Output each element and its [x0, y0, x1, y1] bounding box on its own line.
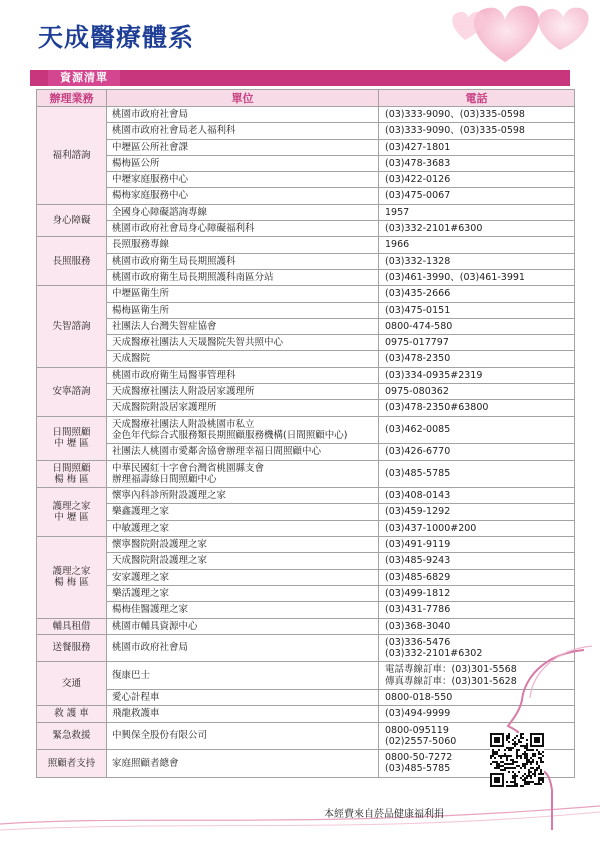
unit-cell: 天成醫院附設護理之家: [107, 553, 379, 569]
unit-cell: 桃園市政府社會局: [107, 634, 379, 662]
phone-cell: (03)426-6770: [379, 444, 575, 460]
phone-cell: (03)437-1000#200: [379, 520, 575, 536]
table-row: [37, 253, 575, 269]
unit-cell: 懷寧內科診所附設護理之家: [107, 488, 379, 504]
table-row: [37, 537, 575, 553]
table-row: [37, 318, 575, 334]
table-row: [37, 204, 575, 220]
phone-cell: (03)336-5476 (03)332-2101#6302: [379, 634, 575, 662]
unit-cell: 桃園市政府社會局老人福利科: [107, 123, 379, 139]
category-cell: 護理之家 中 壢 區: [37, 488, 107, 537]
phone-cell: (03)478-2350#63800: [379, 400, 575, 416]
phone-cell: (03)485-9243: [379, 553, 575, 569]
table-row: [37, 416, 575, 444]
phone-cell: 0800-095119 (02)2557-5060: [379, 722, 575, 750]
funding-note: 本經費來自菸品健康福利捐: [324, 809, 444, 820]
phone-cell: (03)462-0085: [379, 416, 575, 444]
category-cell: 福利諮詢: [37, 107, 107, 205]
phone-cell: (03)475-0151: [379, 302, 575, 318]
hearts-decoration: [410, 0, 600, 70]
category-cell: 日間照顧 中 壢 區: [37, 416, 107, 460]
phone-cell: 1957: [379, 204, 575, 220]
phone-cell: (03)478-3683: [379, 155, 575, 171]
table-row: [37, 367, 575, 383]
phone-cell: (03)422-0126: [379, 172, 575, 188]
unit-cell: 社團法人桃園市愛鄰舍協會辦理幸福日間照顧中心: [107, 444, 379, 460]
phone-cell: (03)431-7786: [379, 602, 575, 618]
phone-cell: (03)427-1801: [379, 139, 575, 155]
category-cell: 長照服務: [37, 237, 107, 286]
unit-cell: 社團法人台灣失智症協會: [107, 318, 379, 334]
column-header-phone: 電話: [379, 90, 575, 107]
phone-cell: (03)332-1328: [379, 253, 575, 269]
unit-cell: 中興保全股份有限公司: [107, 722, 379, 750]
unit-cell: 樂活護理之家: [107, 585, 379, 601]
table-row: [37, 286, 575, 302]
phone-cell: (03)435-2666: [379, 286, 575, 302]
category-cell: 身心障礙: [37, 204, 107, 237]
unit-cell: 天成醫療社團法人附設居家護理所: [107, 384, 379, 400]
phone-cell: (03)475-0067: [379, 188, 575, 204]
table-row: [37, 107, 575, 123]
table-row: [37, 351, 575, 367]
unit-cell: 全國身心障礙諮詢專線: [107, 204, 379, 220]
table-row: [37, 504, 575, 520]
category-cell: 照顧者支持: [37, 750, 107, 778]
category-cell: 失智諮詢: [37, 286, 107, 367]
unit-cell: 樂鑫護理之家: [107, 504, 379, 520]
unit-cell: 桃園市政府衛生局長期照護科: [107, 253, 379, 269]
table-row: [37, 553, 575, 569]
unit-cell: 中敏護理之家: [107, 520, 379, 536]
page-title: 天成醫療體系: [38, 23, 195, 52]
table-row: [37, 444, 575, 460]
table-row: [37, 520, 575, 536]
phone-cell: (03)461-3990、(03)461-3991: [379, 269, 575, 285]
table-row: [37, 384, 575, 400]
phone-cell: (03)485-6829: [379, 569, 575, 585]
category-cell: 輔具租借: [37, 618, 107, 634]
phone-cell: (03)408-0143: [379, 488, 575, 504]
unit-cell: 桃園市政府衛生局長期照護科南區分站: [107, 269, 379, 285]
phone-cell: 0800-474-580: [379, 318, 575, 334]
phone-cell: (03)368-3040: [379, 618, 575, 634]
table-header-row: [37, 90, 575, 107]
section-label: 資源清單: [48, 70, 120, 86]
unit-cell: 桃園市政府社會局身心障礙福利科: [107, 221, 379, 237]
unit-cell: 桃園市政府社會局: [107, 107, 379, 123]
category-cell: 交通: [37, 662, 107, 706]
unit-cell: 長照服務專線: [107, 237, 379, 253]
phone-cell: (03)478-2350: [379, 351, 575, 367]
unit-cell: 中壢區公所社會課: [107, 139, 379, 155]
unit-cell: 安家護理之家: [107, 569, 379, 585]
unit-cell: 天成醫療社團法人附設桃園市私立 金色年代綜合式服務類長期照顧服務機構(日間照顧中心): [107, 416, 379, 444]
unit-cell: 天成醫院附設居家護理所: [107, 400, 379, 416]
unit-cell: 中壢區衛生所: [107, 286, 379, 302]
unit-cell: 家庭照顧者總會: [107, 750, 379, 778]
table-row: [37, 221, 575, 237]
phone-cell: 0975-017797: [379, 335, 575, 351]
phone-cell: (03)485-5785: [379, 460, 575, 488]
unit-cell: 中壢家庭服務中心: [107, 172, 379, 188]
qr-code: [490, 733, 544, 787]
table-row: [37, 460, 575, 488]
table-row: [37, 237, 575, 253]
phone-cell: 1966: [379, 237, 575, 253]
category-cell: 護理之家 楊 梅 區: [37, 537, 107, 618]
phone-cell: (03)333-9090、(03)335-0598: [379, 123, 575, 139]
unit-cell: 天成醫院: [107, 351, 379, 367]
unit-cell: 楊梅區公所: [107, 155, 379, 171]
unit-cell: 楊梅家庭服務中心: [107, 188, 379, 204]
table-row: [37, 139, 575, 155]
unit-cell: 楊梅佳醫護理之家: [107, 602, 379, 618]
table-row: [37, 269, 575, 285]
unit-cell: 楊梅區衛生所: [107, 302, 379, 318]
phone-cell: 電話專線訂車：(03)301-5568 傳真專線訂車：(03)301-5628: [379, 662, 575, 690]
table-row: [37, 569, 575, 585]
category-cell: 救 護 車: [37, 706, 107, 722]
table-row: [37, 172, 575, 188]
table-row: [37, 602, 575, 618]
unit-cell: 飛龍救護車: [107, 706, 379, 722]
phone-cell: 0800-018-550: [379, 689, 575, 705]
unit-cell: 桃園市輔具資源中心: [107, 618, 379, 634]
table-row: [37, 302, 575, 318]
table-row: [37, 488, 575, 504]
category-cell: 安寧諮詢: [37, 367, 107, 416]
column-header-category: 辦理業務: [37, 90, 107, 107]
phone-cell: (03)334-0935#2319: [379, 367, 575, 383]
table-row: [37, 335, 575, 351]
unit-cell: 中華民國紅十字會台灣省桃園縣支會 辦理福壽綠日間照顧中心: [107, 460, 379, 488]
category-cell: 日間照顧 楊 梅 區: [37, 460, 107, 488]
column-header-unit: 單位: [107, 90, 379, 107]
table-row: [37, 400, 575, 416]
phone-cell: (03)494-9999: [379, 706, 575, 722]
phone-cell: (03)459-1292: [379, 504, 575, 520]
phone-cell: (03)333-9090、(03)335-0598: [379, 107, 575, 123]
unit-cell: 桃園市政府衛生局醫事管理科: [107, 367, 379, 383]
unit-cell: 復康巴士: [107, 662, 379, 690]
phone-cell: (03)491-9119: [379, 537, 575, 553]
unit-cell: 天成醫療社團法人天晟醫院失智共照中心: [107, 335, 379, 351]
phone-cell: 0975-080362: [379, 384, 575, 400]
phone-cell: (03)499-1812: [379, 585, 575, 601]
category-cell: 送餐服務: [37, 634, 107, 662]
phone-cell: 0800-50-7272 (03)485-5785: [379, 750, 575, 778]
table-row: [37, 123, 575, 139]
unit-cell: 愛心計程車: [107, 689, 379, 705]
phone-cell: (03)332-2101#6300: [379, 221, 575, 237]
table-row: [37, 188, 575, 204]
table-row: [37, 585, 575, 601]
category-cell: 緊急救援: [37, 722, 107, 750]
table-row: [37, 155, 575, 171]
unit-cell: 懷寧醫院附設護理之家: [107, 537, 379, 553]
table-row: [37, 618, 575, 634]
